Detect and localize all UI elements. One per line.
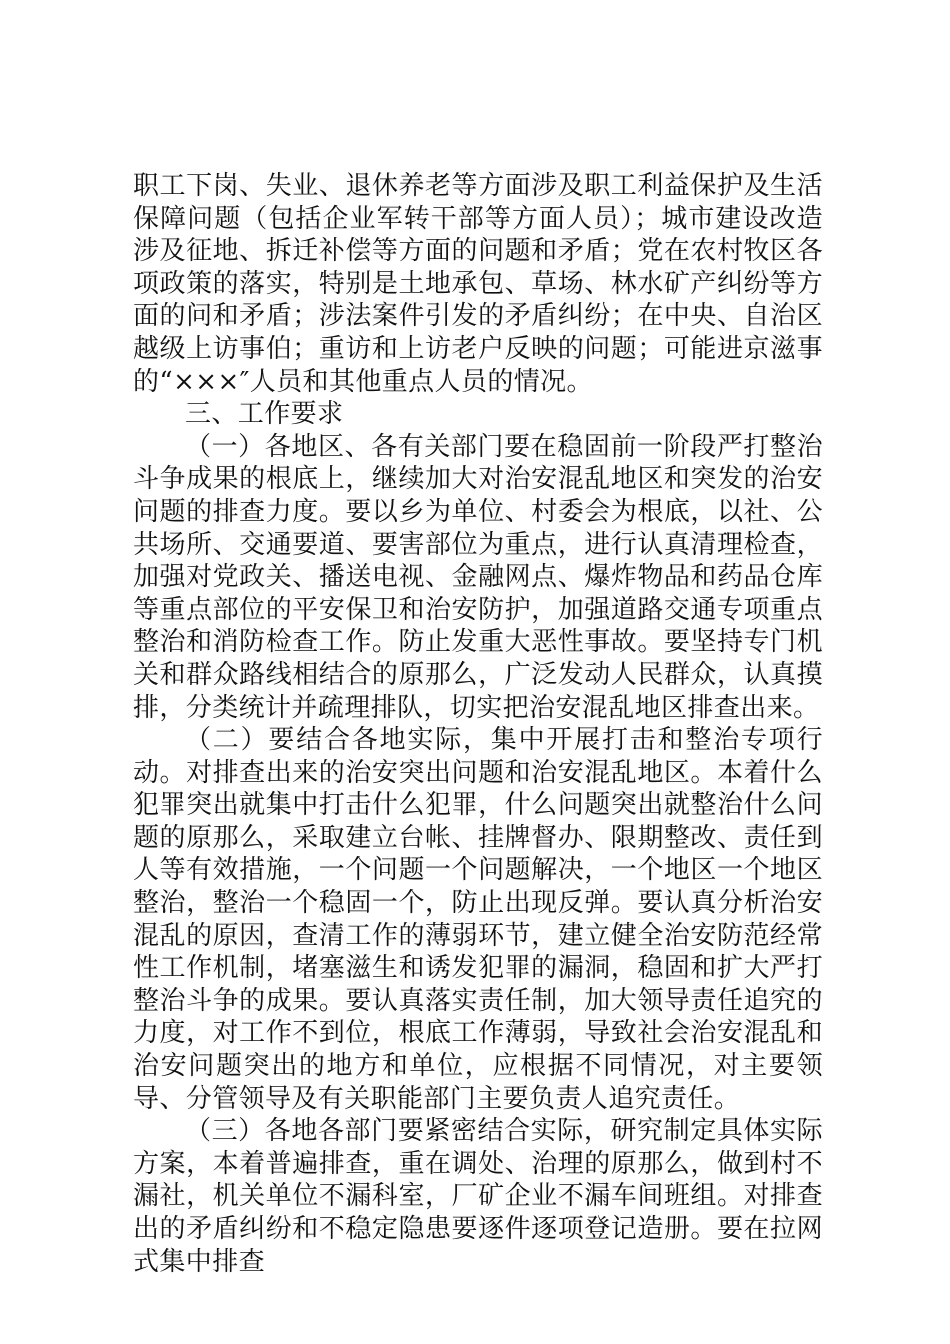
section-heading-work-requirements: 三、工作要求 [185,399,344,430]
paragraph-requirement-1: （一）各地区、各有关部门要在稳固前一阶段严打整治斗争成果的根底上，继续加大对治安混乱地区和突发的治安问题的排查力度。要以乡为单位、村委会为根底，以社、公共场所、交通要道、要害部位为重点，进行认真清理检查，加强对党政关、播送电视、金融网点、爆炸物品和药品仓库等重点部位的平安保卫和治安防护，加强道路交通专项重点整治和消防检查工作。防止发重大恶性事故。要坚持专门机关和群众路线相结合的原那么，广泛发动人民群众，认真摸排，分类统计并疏理排队，切实把治安混乱地区排查出来。 [133,431,823,723]
document-body [133,170,823,1278]
paragraph-requirement-3: （三）各地各部门要紧密结合实际，研究制定具体实际方案，本着普遍排查，重在调处、治理的原那么，做到村不漏社，机关单位不漏科室，厂矿企业不漏车间班组。对排查出的矛盾纠纷和不稳定隐患要逐件逐项登记造册。要在拉网式集中排查 [133,1116,823,1277]
paragraph-1: 职工下岗、失业、退休养老等方面涉及职工利益保护及生活保障问题（包括企业军转干部等方面人员）；城市建设改造涉及征地、拆迁补偿等方面的问题和矛盾；党在农村牧区各项政策的落实，特别是土地承包、草场、林水矿产纠纷等方面的问和矛盾；涉法案件引发的矛盾纠纷；在中央、自治区越级上访事伯；重访和上访老户反映的问题；可能进京滋事的“×××″人员和其他重点人员的情况。 [133,171,823,397]
paragraph-requirement-2: （二）要结合各地实际，集中开展打击和整治专项行动。对排查出来的治安突出问题和治安混乱地区。本着什么犯罪突出就集中打击什么犯罪，什么问题突出就整治什么问题的原那么，采取建立台帐、挂牌督办、限期整改、责任到人等有效措施，一个问题一个问题解决，一个地区一个地区整治，整治一个稳固一个，防止出现反弹。要认真分析治安混乱的原因，查清工作的薄弱环节，建立健全治安防范经常性工作机制，堵塞滋生和诱发犯罪的漏洞，稳固和扩大严打整治斗争的成果。要认真落实责任制，加大领导责任追究的力度，对工作不到位，根底工作薄弱，导致社会治安混乱和治安问题突出的地方和单位，应根据不同情况，对主要领导、分管领导及有关职能部门主要负责人追究责任。 [133,725,823,1114]
